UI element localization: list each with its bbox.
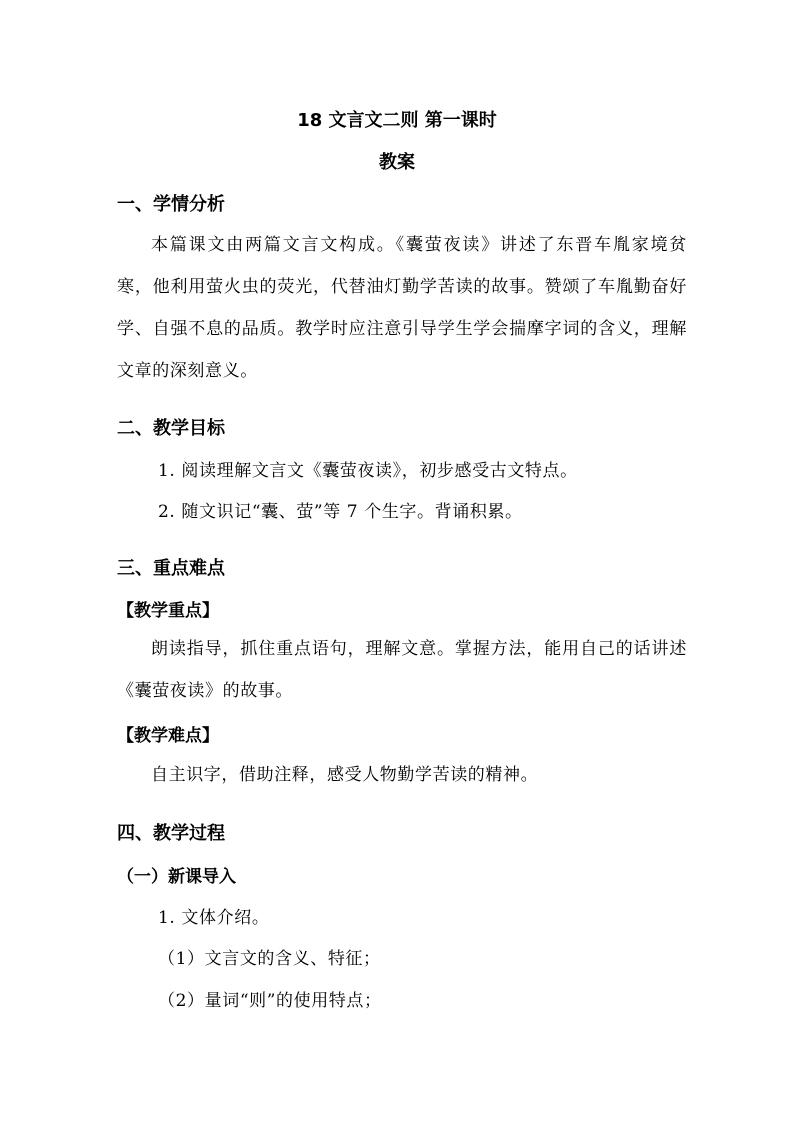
- section-heading-key-points: 三、重点难点: [117, 558, 225, 579]
- focus-paragraph: 朗读指导，抓住重点语句，理解文意。掌握方法，能用自己的话讲述《囊萤夜读》的故事。: [117, 639, 687, 701]
- section-heading-process: 四、教学过程: [117, 823, 225, 844]
- process-item-1-2: （2）量词“则”的使用特点；: [158, 991, 382, 1011]
- goal-item-2: 2. 随文识记“囊、萤”等 7 个生字。背诵积累。: [158, 502, 523, 522]
- process-item-1: 1. 文体介绍。: [158, 908, 270, 928]
- process-item-1-1: （1）文言文的含义、特征；: [158, 949, 381, 969]
- goal-item-1: 1. 阅读理解文言文《囊萤夜读》，初步感受古文特点。: [158, 461, 578, 481]
- section-heading-analysis: 一、学情分析: [117, 194, 225, 215]
- document-title: 18 文言文二则 第一课时: [297, 110, 497, 131]
- focus-label: 【教学重点】: [117, 601, 219, 621]
- analysis-paragraph: 本篇课文由两篇文言文构成。《囊萤夜读》讲述了东晋车胤家境贫寒，他利用萤火虫的荧光，代替油灯勤学苦读的故事。赞颂了车胤勤奋好学、自强不息的品质。教学时应注意引导学生学会揣摩字词的含义，理解文章的深刻意义。: [117, 235, 687, 381]
- process-subheading-intro: （一）新课导入: [117, 867, 236, 887]
- section-heading-goals: 二、教学目标: [117, 418, 225, 439]
- difficulty-paragraph: 自主识字，借助注释，感受人物勤学苦读的精神。: [151, 765, 539, 785]
- document-subtitle: 教案: [379, 152, 415, 173]
- difficulty-label: 【教学难点】: [117, 726, 219, 746]
